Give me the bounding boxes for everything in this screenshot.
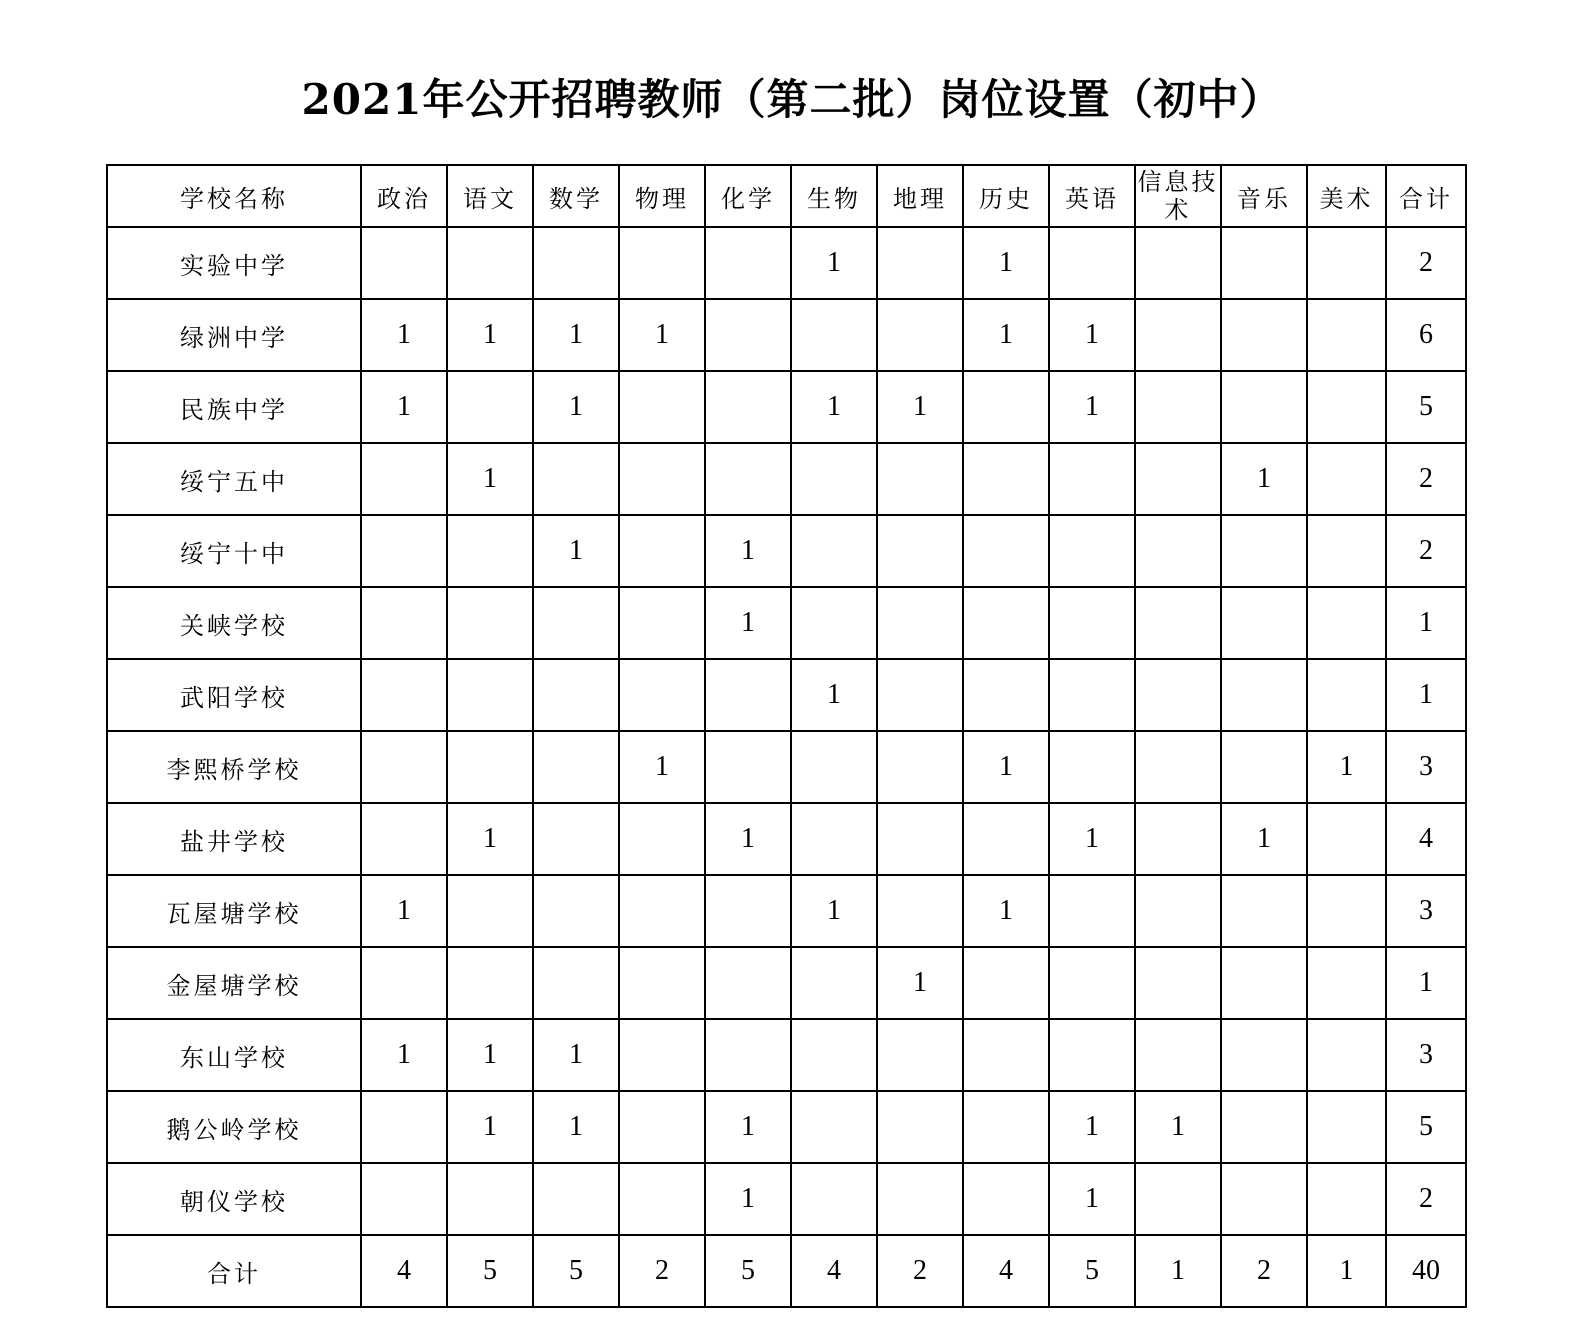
position-count-cell bbox=[1135, 371, 1221, 443]
position-count-cell bbox=[619, 803, 705, 875]
position-count-cell bbox=[1135, 227, 1221, 299]
position-count-cell bbox=[877, 1163, 963, 1235]
position-count-cell: 1 bbox=[963, 227, 1049, 299]
position-count-cell bbox=[361, 803, 447, 875]
position-count-cell bbox=[963, 1091, 1049, 1163]
position-count-cell bbox=[963, 515, 1049, 587]
position-count-cell bbox=[1135, 659, 1221, 731]
position-count-cell bbox=[447, 227, 533, 299]
position-count-cell: 1 bbox=[1049, 803, 1135, 875]
position-count-cell bbox=[533, 875, 619, 947]
position-count-cell: 1 bbox=[533, 371, 619, 443]
position-count-cell bbox=[361, 659, 447, 731]
position-count-cell: 1 bbox=[791, 875, 877, 947]
position-count-cell bbox=[1135, 515, 1221, 587]
position-count-cell bbox=[619, 443, 705, 515]
position-count-cell bbox=[1221, 515, 1307, 587]
header-chinese: 语文 bbox=[447, 165, 533, 227]
position-count-cell: 1 bbox=[1049, 299, 1135, 371]
header-history: 历史 bbox=[963, 165, 1049, 227]
position-count-cell bbox=[791, 731, 877, 803]
position-count-cell: 1 bbox=[1049, 371, 1135, 443]
position-count-cell bbox=[1307, 803, 1386, 875]
position-count-cell: 1 bbox=[705, 1091, 791, 1163]
totals-label-cell: 合计 bbox=[107, 1235, 361, 1307]
position-count-cell: 1 bbox=[447, 299, 533, 371]
position-count-cell bbox=[447, 587, 533, 659]
position-count-cell bbox=[533, 227, 619, 299]
position-count-cell bbox=[533, 1163, 619, 1235]
column-total-cell: 2 bbox=[877, 1235, 963, 1307]
position-count-cell bbox=[361, 227, 447, 299]
position-count-cell: 1 bbox=[963, 731, 1049, 803]
school-name-cell: 朝仪学校 bbox=[107, 1163, 361, 1235]
position-count-cell: 1 bbox=[705, 1163, 791, 1235]
table-row bbox=[107, 587, 1466, 659]
position-count-cell bbox=[1221, 947, 1307, 1019]
row-total-cell: 1 bbox=[1386, 947, 1466, 1019]
position-count-cell bbox=[877, 731, 963, 803]
position-count-cell bbox=[877, 299, 963, 371]
position-count-cell: 1 bbox=[361, 371, 447, 443]
position-count-cell bbox=[533, 947, 619, 1019]
position-count-cell bbox=[533, 731, 619, 803]
row-total-cell: 5 bbox=[1386, 371, 1466, 443]
row-total-cell: 3 bbox=[1386, 1019, 1466, 1091]
position-count-cell bbox=[1221, 587, 1307, 659]
position-count-cell bbox=[1307, 371, 1386, 443]
position-count-cell bbox=[1221, 875, 1307, 947]
position-count-cell bbox=[1135, 443, 1221, 515]
position-count-cell bbox=[705, 875, 791, 947]
position-count-cell bbox=[619, 587, 705, 659]
position-count-cell bbox=[791, 1091, 877, 1163]
position-count-cell bbox=[1221, 1091, 1307, 1163]
table-row bbox=[107, 1163, 1466, 1235]
position-count-cell bbox=[1049, 515, 1135, 587]
position-count-cell: 1 bbox=[533, 299, 619, 371]
position-count-cell bbox=[1307, 587, 1386, 659]
position-count-cell: 1 bbox=[1135, 1091, 1221, 1163]
school-name-cell: 鹅公岭学校 bbox=[107, 1091, 361, 1163]
column-total-cell: 2 bbox=[619, 1235, 705, 1307]
position-count-cell bbox=[963, 947, 1049, 1019]
row-total-cell: 2 bbox=[1386, 515, 1466, 587]
table-row bbox=[107, 515, 1466, 587]
position-count-cell bbox=[963, 587, 1049, 659]
position-count-cell bbox=[963, 803, 1049, 875]
position-count-cell: 1 bbox=[361, 1019, 447, 1091]
grand-total-cell: 40 bbox=[1386, 1235, 1466, 1307]
position-count-cell bbox=[705, 1019, 791, 1091]
position-count-cell bbox=[1049, 1019, 1135, 1091]
position-count-cell bbox=[877, 1019, 963, 1091]
table-row bbox=[107, 299, 1466, 371]
position-count-cell: 1 bbox=[619, 731, 705, 803]
position-count-cell bbox=[877, 803, 963, 875]
position-count-cell bbox=[705, 731, 791, 803]
column-total-cell: 4 bbox=[361, 1235, 447, 1307]
table-header-row bbox=[107, 165, 1466, 227]
school-name-cell: 武阳学校 bbox=[107, 659, 361, 731]
row-total-cell: 6 bbox=[1386, 299, 1466, 371]
position-count-cell bbox=[619, 515, 705, 587]
position-count-cell bbox=[1135, 587, 1221, 659]
header-total: 合计 bbox=[1386, 165, 1466, 227]
position-count-cell bbox=[447, 515, 533, 587]
position-count-cell bbox=[963, 443, 1049, 515]
position-count-cell bbox=[1049, 227, 1135, 299]
row-total-cell: 2 bbox=[1386, 1163, 1466, 1235]
position-count-cell bbox=[1307, 1091, 1386, 1163]
position-count-cell: 1 bbox=[791, 371, 877, 443]
position-count-cell bbox=[533, 659, 619, 731]
header-music: 音乐 bbox=[1221, 165, 1307, 227]
position-count-cell bbox=[1307, 1019, 1386, 1091]
position-count-cell bbox=[791, 299, 877, 371]
position-count-cell bbox=[1221, 227, 1307, 299]
position-count-cell: 1 bbox=[533, 515, 619, 587]
position-count-cell: 1 bbox=[447, 803, 533, 875]
table-row bbox=[107, 947, 1466, 1019]
position-count-cell bbox=[1135, 1163, 1221, 1235]
positions-table bbox=[106, 164, 1467, 1308]
position-count-cell bbox=[1135, 1019, 1221, 1091]
header-art: 美术 bbox=[1307, 165, 1386, 227]
position-count-cell bbox=[705, 227, 791, 299]
position-count-cell bbox=[963, 1019, 1049, 1091]
position-count-cell bbox=[877, 1091, 963, 1163]
table-row bbox=[107, 803, 1466, 875]
position-count-cell: 1 bbox=[791, 659, 877, 731]
position-count-cell bbox=[619, 371, 705, 443]
position-count-cell bbox=[361, 515, 447, 587]
position-count-cell bbox=[1135, 947, 1221, 1019]
position-count-cell bbox=[1049, 587, 1135, 659]
position-count-cell bbox=[1307, 443, 1386, 515]
position-count-cell bbox=[361, 731, 447, 803]
position-count-cell bbox=[1135, 803, 1221, 875]
position-count-cell bbox=[705, 947, 791, 1019]
position-count-cell: 1 bbox=[963, 875, 1049, 947]
position-count-cell bbox=[1049, 731, 1135, 803]
position-count-cell bbox=[877, 875, 963, 947]
position-count-cell: 1 bbox=[361, 875, 447, 947]
position-count-cell: 1 bbox=[1049, 1091, 1135, 1163]
position-count-cell bbox=[1221, 371, 1307, 443]
position-count-cell bbox=[361, 587, 447, 659]
header-school-name: 学校名称 bbox=[107, 165, 361, 227]
position-count-cell bbox=[1221, 1163, 1307, 1235]
position-count-cell: 1 bbox=[533, 1091, 619, 1163]
position-count-cell bbox=[791, 947, 877, 1019]
column-total-cell: 5 bbox=[447, 1235, 533, 1307]
position-count-cell: 1 bbox=[1307, 731, 1386, 803]
row-total-cell: 3 bbox=[1386, 731, 1466, 803]
school-name-cell: 绿洲中学 bbox=[107, 299, 361, 371]
position-count-cell bbox=[619, 1091, 705, 1163]
position-count-cell: 1 bbox=[877, 371, 963, 443]
school-name-cell: 绥宁五中 bbox=[107, 443, 361, 515]
position-count-cell bbox=[1135, 299, 1221, 371]
position-count-cell bbox=[533, 587, 619, 659]
position-count-cell: 1 bbox=[705, 515, 791, 587]
position-count-cell: 1 bbox=[1221, 443, 1307, 515]
column-total-cell: 5 bbox=[1049, 1235, 1135, 1307]
position-count-cell bbox=[533, 803, 619, 875]
column-total-cell: 1 bbox=[1307, 1235, 1386, 1307]
position-count-cell bbox=[1049, 659, 1135, 731]
position-count-cell bbox=[963, 1163, 1049, 1235]
header-politics: 政治 bbox=[361, 165, 447, 227]
table-body bbox=[107, 165, 1466, 1307]
position-count-cell: 1 bbox=[963, 299, 1049, 371]
school-name-cell: 民族中学 bbox=[107, 371, 361, 443]
position-count-cell bbox=[705, 371, 791, 443]
position-count-cell bbox=[619, 947, 705, 1019]
row-total-cell: 2 bbox=[1386, 443, 1466, 515]
position-count-cell bbox=[963, 659, 1049, 731]
position-count-cell: 1 bbox=[705, 803, 791, 875]
column-total-cell: 1 bbox=[1135, 1235, 1221, 1307]
position-count-cell: 1 bbox=[791, 227, 877, 299]
position-count-cell bbox=[619, 227, 705, 299]
position-count-cell bbox=[1307, 659, 1386, 731]
position-count-cell bbox=[361, 1091, 447, 1163]
position-count-cell: 1 bbox=[447, 1019, 533, 1091]
position-count-cell bbox=[1307, 1163, 1386, 1235]
position-count-cell bbox=[791, 1163, 877, 1235]
position-count-cell: 1 bbox=[447, 443, 533, 515]
position-count-cell bbox=[791, 803, 877, 875]
position-count-cell bbox=[1307, 515, 1386, 587]
row-total-cell: 1 bbox=[1386, 659, 1466, 731]
position-count-cell bbox=[877, 587, 963, 659]
position-count-cell bbox=[361, 443, 447, 515]
position-count-cell bbox=[1221, 731, 1307, 803]
header-geography: 地理 bbox=[877, 165, 963, 227]
position-count-cell bbox=[619, 659, 705, 731]
position-count-cell: 1 bbox=[361, 299, 447, 371]
column-total-cell: 2 bbox=[1221, 1235, 1307, 1307]
school-name-cell: 东山学校 bbox=[107, 1019, 361, 1091]
position-count-cell bbox=[447, 947, 533, 1019]
table-row bbox=[107, 371, 1466, 443]
position-count-cell bbox=[619, 1163, 705, 1235]
position-count-cell bbox=[791, 515, 877, 587]
position-count-cell bbox=[447, 659, 533, 731]
position-count-cell bbox=[447, 371, 533, 443]
position-count-cell: 1 bbox=[533, 1019, 619, 1091]
school-name-cell: 实验中学 bbox=[107, 227, 361, 299]
position-count-cell bbox=[1221, 299, 1307, 371]
table-row bbox=[107, 227, 1466, 299]
position-count-cell bbox=[1307, 875, 1386, 947]
position-count-cell bbox=[877, 659, 963, 731]
position-count-cell: 1 bbox=[447, 1091, 533, 1163]
position-count-cell bbox=[361, 947, 447, 1019]
position-count-cell bbox=[1307, 947, 1386, 1019]
position-count-cell bbox=[1049, 875, 1135, 947]
position-count-cell bbox=[705, 299, 791, 371]
position-count-cell bbox=[361, 1163, 447, 1235]
position-count-cell bbox=[619, 875, 705, 947]
row-total-cell: 4 bbox=[1386, 803, 1466, 875]
position-count-cell bbox=[1135, 875, 1221, 947]
position-count-cell bbox=[963, 371, 1049, 443]
position-count-cell bbox=[705, 659, 791, 731]
column-total-cell: 4 bbox=[963, 1235, 1049, 1307]
position-count-cell bbox=[877, 443, 963, 515]
header-physics: 物理 bbox=[619, 165, 705, 227]
position-count-cell bbox=[447, 731, 533, 803]
table-row bbox=[107, 1019, 1466, 1091]
row-total-cell: 1 bbox=[1386, 587, 1466, 659]
position-count-cell bbox=[619, 1019, 705, 1091]
table-row bbox=[107, 731, 1466, 803]
column-total-cell: 4 bbox=[791, 1235, 877, 1307]
table-row bbox=[107, 443, 1466, 515]
position-count-cell bbox=[791, 443, 877, 515]
position-count-cell: 1 bbox=[877, 947, 963, 1019]
table-row bbox=[107, 1091, 1466, 1163]
position-count-cell bbox=[877, 227, 963, 299]
position-count-cell bbox=[1049, 443, 1135, 515]
table-row bbox=[107, 875, 1466, 947]
position-count-cell bbox=[1135, 731, 1221, 803]
column-total-cell: 5 bbox=[533, 1235, 619, 1307]
school-name-cell: 瓦屋塘学校 bbox=[107, 875, 361, 947]
position-count-cell bbox=[1307, 299, 1386, 371]
position-count-cell: 1 bbox=[705, 587, 791, 659]
table-row bbox=[107, 659, 1466, 731]
position-count-cell bbox=[705, 443, 791, 515]
position-count-cell bbox=[1221, 659, 1307, 731]
position-count-cell: 1 bbox=[1221, 803, 1307, 875]
column-total-cell: 5 bbox=[705, 1235, 791, 1307]
page-title: 2021年公开招聘教师（第二批）岗位设置（初中） bbox=[301, 75, 1283, 124]
school-name-cell: 李熙桥学校 bbox=[107, 731, 361, 803]
position-count-cell: 1 bbox=[619, 299, 705, 371]
position-count-cell bbox=[1221, 1019, 1307, 1091]
school-name-cell: 金屋塘学校 bbox=[107, 947, 361, 1019]
row-total-cell: 3 bbox=[1386, 875, 1466, 947]
header-math: 数学 bbox=[533, 165, 619, 227]
school-name-cell: 盐井学校 bbox=[107, 803, 361, 875]
header-info-tech: 信息技术 bbox=[1135, 165, 1221, 227]
header-english: 英语 bbox=[1049, 165, 1135, 227]
position-count-cell bbox=[877, 515, 963, 587]
position-count-cell bbox=[1307, 227, 1386, 299]
header-chemistry: 化学 bbox=[705, 165, 791, 227]
header-biology: 生物 bbox=[791, 165, 877, 227]
position-count-cell bbox=[791, 587, 877, 659]
totals-row bbox=[107, 1235, 1466, 1307]
position-count-cell bbox=[533, 443, 619, 515]
position-count-cell bbox=[447, 1163, 533, 1235]
row-total-cell: 2 bbox=[1386, 227, 1466, 299]
position-count-cell bbox=[791, 1019, 877, 1091]
school-name-cell: 绥宁十中 bbox=[107, 515, 361, 587]
position-count-cell bbox=[447, 875, 533, 947]
position-count-cell bbox=[1049, 947, 1135, 1019]
row-total-cell: 5 bbox=[1386, 1091, 1466, 1163]
school-name-cell: 关峡学校 bbox=[107, 587, 361, 659]
position-count-cell: 1 bbox=[1049, 1163, 1135, 1235]
